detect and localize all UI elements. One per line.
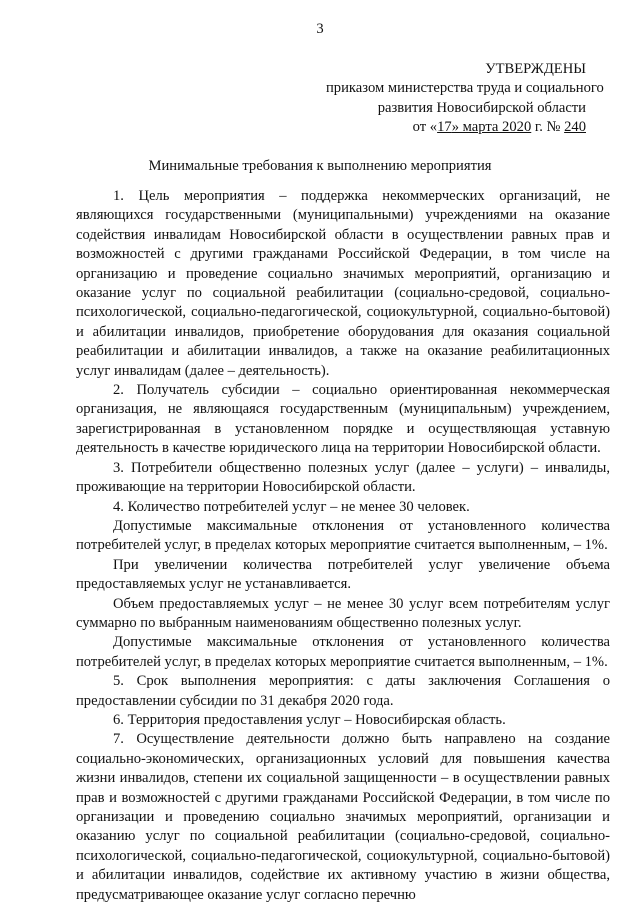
- approval-date-prefix: от «: [412, 119, 438, 136]
- paragraph-4-increase: При увеличении количества потребителей услуг увеличение объема предоставляемых услуг не устанавливается.: [76, 556, 610, 593]
- paragraph-4-deviation: Допустимые максимальные отклонения от установленного количества потребителей услуг, в пределах которых мероприятие считается выполненным, – 1%.: [76, 517, 610, 554]
- approval-date-line: [326, 118, 586, 137]
- paragraph-3: 3. Потребители общественно полезных услуг (далее – услуги) – инвалиды, проживающие на территории Новосибирской области.: [76, 459, 610, 496]
- paragraph-2: 2. Получатель субсидии – социально ориентированная некоммерческая организация, не являющаяся государственным (муниципальным) учреждением, зарегистрированная в установленном порядке и осуществляющая уставную деятельность в качестве юридического лица на территории Новосибирской области.: [76, 382, 610, 457]
- paragraph-6: 6. Территория предоставления услуг – Новосибирская область.: [113, 711, 506, 728]
- paragraph-4-volume-deviation: Допустимые максимальные отклонения от установленного количества потребителей услуг, в пределах которых мероприятие считается выполненным, – 1%.: [76, 634, 610, 670]
- approval-number: 240: [564, 119, 586, 136]
- paragraph-5: 5. Срок выполнения мероприятия: с даты заключения Соглашения о предоставлении субсидии по 31 декабря 2020 года.: [76, 673, 610, 709]
- paragraph-4-volume: Объем предоставляемых услуг – не менее 30 услуг всем потребителям услуг суммарно по выбранным наименованиям общественно полезных услуг.: [76, 595, 610, 631]
- approval-block: [326, 60, 604, 138]
- approval-month: » марта 2020: [451, 119, 532, 136]
- document-title: Минимальные требования к выполнению мероприятия: [148, 158, 492, 174]
- approval-line-2: развития Новосибирской области: [377, 99, 586, 116]
- approval-heading: УТВЕРЖДЕНЫ: [485, 61, 586, 77]
- paragraph-4: 4. Количество потребителей услуг – не менее 30 человек.: [113, 498, 470, 515]
- approval-day: 17: [437, 119, 452, 136]
- approval-year-suffix: г. №: [531, 119, 565, 136]
- approval-line-1: приказом министерства труда и социального: [326, 80, 604, 97]
- paragraph-1: 1. Цель мероприятия – поддержка некоммерческих организаций, не являющихся государственными (муниципальными) учреждениями на оказание содействия инвалидам Новосибирской области в осуществлении равных прав и возможностей с другими гражданами Российской Федерации, в том числе на организацию и проведение социально значимых мероприятий, организацию и оказание услуг по социальной реабилитации (социально-средовой, социально-психологической, социально-педагогической, социокультурной, социально-бытовой) и абилитации инвалидов, приобретение оборудования для оказания социальной реабилитации и абилитации инвалидов, а также на оказание реабилитационных услуг инвалидам (далее – деятельность).: [76, 188, 610, 379]
- paragraph-7: 7. Осуществление деятельности должно быть направлено на создание социально-экономических, организационных условий для повышения качества жизни инвалидов, степени их социальной защищенности – в осуществлении равных прав и возможностей с другими гражданами Российской Федерации, в том числе по организации и проведению социально значимых мероприятий, организации и оказанию услуг по социальной реабилитации (социально-средовой, социально-психологической, социально-педагогической, социокультурной, социально-бытовой) и абилитации инвалидов, содействие их активному участию в жизни общества, предусматривающее оказание услуг согласно перечню: [76, 731, 610, 903]
- page-number: 3: [316, 21, 324, 37]
- document-body: [76, 187, 610, 905]
